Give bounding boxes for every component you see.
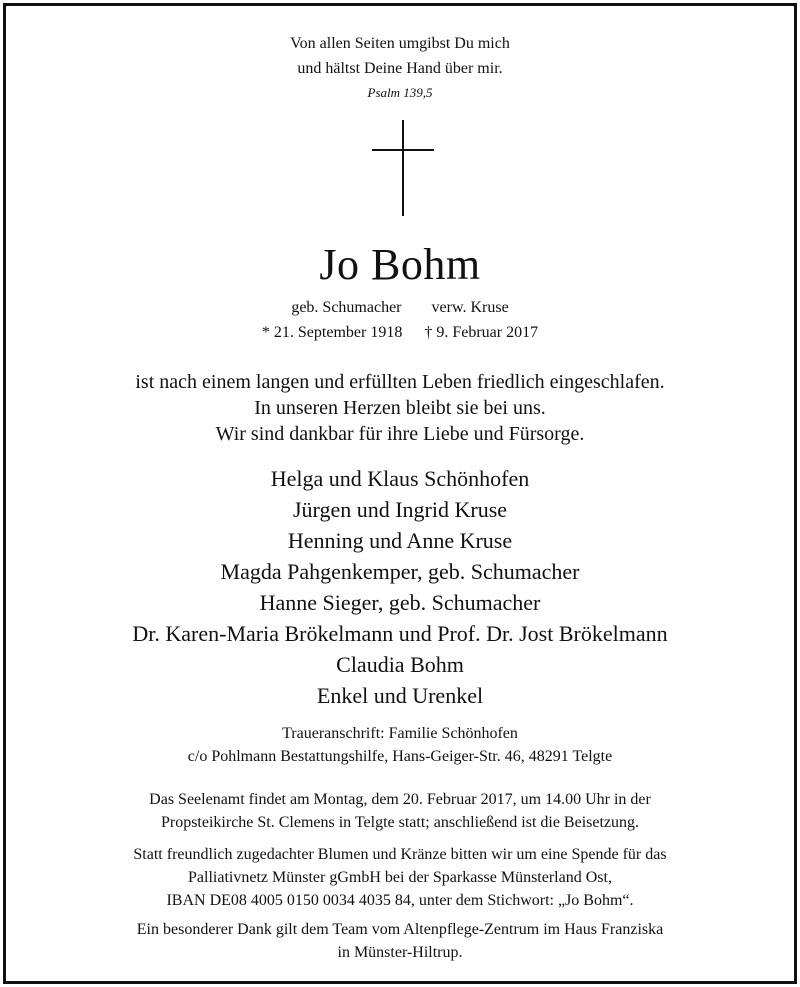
service-line-1: Das Seelenamt findet am Montag, dem 20. Februar 2017, um 14.00 Uhr in der [149, 791, 651, 808]
address-line-2: c/o Pohlmann Bestattungshilfe, Hans-Geiger-Str. 46, 48291 Telgte [187, 748, 613, 765]
cross-icon [372, 120, 434, 216]
message-line-3: Wir sind dankbar für ihre Liebe und Fürsorge. [215, 423, 585, 445]
life-dates [6, 324, 794, 342]
verse-reference: Psalm 139,5 [367, 85, 433, 100]
obituary-notice [3, 3, 797, 984]
born-name: geb. Schumacher [291, 299, 402, 316]
verse-line-1: Von allen Seiten umgibst Du mich [290, 35, 510, 52]
mourner-1: Helga und Klaus Schönhofen [270, 466, 530, 491]
deceased-name: Jo Bohm [319, 240, 481, 289]
thanks-line-1: Ein besonderer Dank gilt dem Team vom Altenpflege-Zentrum im Haus Franziska [136, 921, 664, 938]
message-line-2: In unseren Herzen bleibt sie bei uns. [254, 397, 546, 419]
verse-line-2: und hältst Deine Hand über mir. [297, 60, 503, 77]
mourner-8: Enkel und Urenkel [316, 683, 484, 708]
donation-line-3: IBAN DE08 4005 0150 0034 4035 84, unter dem Stichwort: „Jo Bohm“. [166, 892, 634, 909]
mourner-6: Dr. Karen-Maria Brökelmann und Prof. Dr. Jost Brökelmann [132, 621, 668, 646]
name-details [6, 299, 794, 317]
donation-line-1: Statt freundlich zugedachter Blumen und Kränze bitten wir um eine Spende für das [133, 846, 667, 863]
service-line-2: Propsteikirche St. Clemens in Telgte statt; anschließend ist die Beisetzung. [160, 814, 640, 831]
donation-line-2: Palliativnetz Münster gGmbH bei der Sparkasse Münsterland Ost, [188, 869, 612, 886]
widowed-name: verw. Kruse [431, 299, 509, 316]
message-line-1: ist nach einem langen und erfüllten Leben friedlich eingeschlafen. [135, 371, 665, 393]
mourner-4: Magda Pahgenkemper, geb. Schumacher [220, 559, 580, 584]
death-date: † 9. Februar 2017 [424, 324, 539, 341]
mourner-5: Hanne Sieger, geb. Schumacher [259, 590, 541, 615]
mourner-3: Henning und Anne Kruse [287, 528, 513, 553]
birth-date: * 21. September 1918 [261, 324, 403, 341]
address-line-1: Traueranschrift: Familie Schönhofen [282, 725, 518, 742]
mourner-2: Jürgen und Ingrid Kruse [292, 497, 508, 522]
mourner-7: Claudia Bohm [336, 652, 464, 677]
thanks-line-2: in Münster-Hiltrup. [337, 944, 463, 961]
